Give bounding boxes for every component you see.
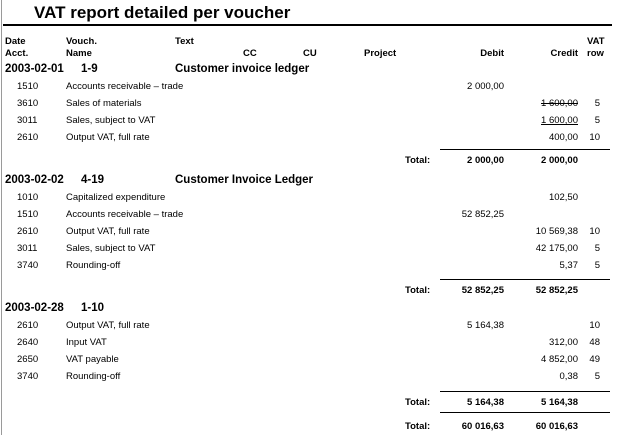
header-name: Name (66, 48, 92, 59)
total-credit: 2 000,00 (541, 155, 578, 166)
credit-value: 5,37 (559, 260, 578, 271)
grand-total-credit: 60 016,63 (535, 421, 578, 432)
voucher-number: 1-9 (81, 63, 98, 75)
credit-value: 4 852,00 (541, 354, 578, 365)
account-number: 2610 (17, 320, 39, 331)
voucher-text: Customer Invoice Ledger (175, 174, 314, 186)
header-text: Text (175, 36, 194, 47)
credit-value: 0,38 (559, 371, 578, 382)
vat-row-value: 5 (594, 260, 600, 271)
header-acct: Acct. (5, 48, 29, 59)
account-number: 2640 (17, 337, 39, 348)
voucher-date: 2003-02-02 (5, 174, 64, 186)
vat-row-value: 5 (594, 98, 600, 109)
account-name: Rounding-off (66, 371, 121, 382)
voucher-date: 2003-02-01 (5, 63, 64, 75)
credit-value: 1 600,00 (541, 115, 578, 126)
account-name: Output VAT, full rate (66, 226, 150, 237)
total-debit: 5 164,38 (467, 397, 504, 408)
total-rule (440, 279, 610, 280)
vat-row-value: 10 (589, 132, 600, 143)
account-name: Capitalized expenditure (66, 192, 166, 203)
account-number: 1510 (17, 209, 39, 220)
header-debit: Debit (480, 48, 504, 59)
account-number: 3011 (17, 243, 38, 254)
total-credit: 5 164,38 (541, 397, 578, 408)
account-number: 3011 (17, 115, 38, 126)
header-vat-2: row (587, 48, 604, 59)
voucher-number: 1-10 (81, 302, 105, 314)
account-name: Accounts receivable – trade (66, 81, 184, 92)
header-cu: CU (303, 48, 317, 59)
grand-total-debit: 60 016,63 (461, 421, 504, 432)
voucher-date: 2003-02-28 (5, 302, 64, 314)
account-name: Sales of materials (66, 98, 142, 109)
vat-row-value: 10 (589, 320, 600, 331)
vat-row-value: 5 (594, 371, 600, 382)
account-name: Rounding-off (66, 260, 121, 271)
header-project: Project (364, 48, 397, 59)
header-vouch: Vouch. (66, 36, 97, 47)
vat-row-value: 5 (594, 243, 600, 254)
total-label: Total: (405, 155, 431, 166)
header-cc: CC (243, 48, 257, 59)
header-credit: Credit (550, 48, 578, 59)
credit-value: 312,00 (548, 337, 578, 348)
title-rule (3, 24, 612, 26)
vat-row-value: 5 (594, 115, 600, 126)
debit-value: 5 164,38 (467, 320, 504, 331)
voucher-text: Customer invoice ledger (175, 63, 310, 75)
report-title: VAT report detailed per voucher (34, 3, 291, 22)
account-name: Accounts receivable – trade (66, 209, 184, 220)
total-rule (440, 391, 610, 392)
vat-row-value: 48 (589, 337, 600, 348)
account-name: Sales, subject to VAT (66, 115, 156, 126)
total-label: Total: (405, 285, 431, 296)
credit-value: 400,00 (548, 132, 578, 143)
credit-value: 1 600,00 (541, 98, 578, 109)
total-credit: 52 852,25 (535, 285, 578, 296)
vat-row-value: 10 (589, 226, 600, 237)
account-name: Output VAT, full rate (66, 320, 150, 331)
credit-value: 42 175,00 (535, 243, 578, 254)
credit-value: 10 569,38 (535, 226, 578, 237)
account-number: 3740 (17, 260, 39, 271)
total-debit: 2 000,00 (467, 155, 504, 166)
account-number: 2610 (17, 132, 39, 143)
account-number: 3610 (17, 98, 39, 109)
total-debit: 52 852,25 (461, 285, 504, 296)
account-number: 3740 (17, 371, 39, 382)
account-number: 1010 (17, 192, 39, 203)
vat-row-value: 49 (589, 354, 600, 365)
account-name: VAT payable (66, 354, 119, 365)
account-name: Input VAT (66, 337, 107, 348)
account-number: 2610 (17, 226, 39, 237)
voucher-number: 4-19 (81, 174, 105, 186)
credit-value: 102,50 (548, 192, 578, 203)
grand-total-label: Total: (405, 421, 431, 432)
debit-value: 52 852,25 (461, 209, 504, 220)
total-label: Total: (405, 397, 431, 408)
account-number: 1510 (17, 81, 39, 92)
header-vat-1: VAT (587, 36, 605, 47)
account-name: Output VAT, full rate (66, 132, 150, 143)
account-number: 2650 (17, 354, 39, 365)
grand-total-rule (440, 412, 610, 413)
debit-value: 2 000,00 (467, 81, 504, 92)
account-name: Sales, subject to VAT (66, 243, 156, 254)
header-date: Date (5, 36, 26, 47)
total-rule (440, 149, 610, 150)
